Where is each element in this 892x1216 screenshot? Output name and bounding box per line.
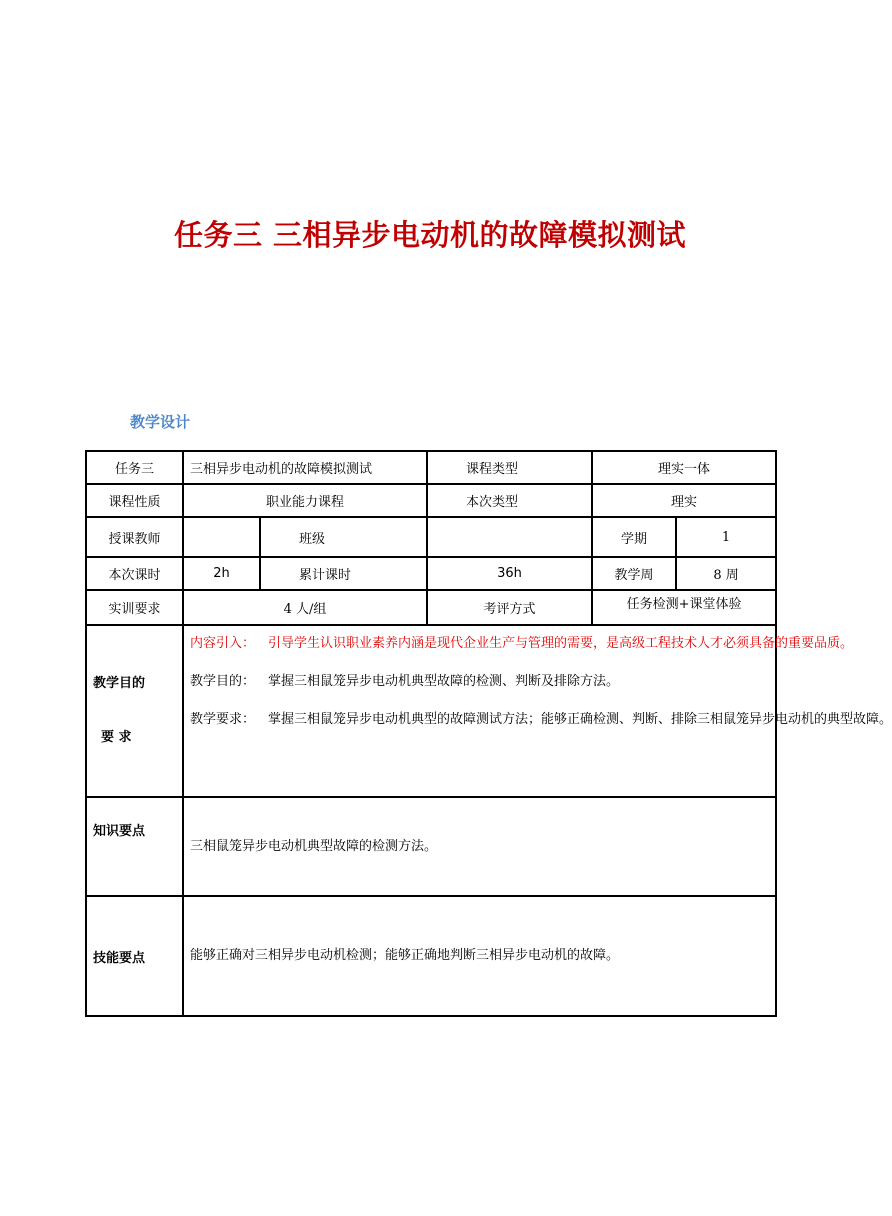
requirement-text: 掌握三相鼠笼异步电动机典型的故障测试方法；能够正确检测、判断、排除三相鼠笼异步电动机的典型故障。 — [268, 712, 892, 727]
hours-value: 2h — [183, 557, 260, 590]
table-row — [86, 797, 776, 896]
goal-text: 掌握三相鼠笼异步电动机典型故障的检测、判断及排除方法。 — [268, 674, 620, 689]
session-type-label: 本次类型 — [427, 484, 592, 517]
teacher-label: 授课教师 — [86, 517, 183, 557]
session-type-value: 理实 — [592, 484, 776, 517]
skills-label: 技能要点 — [86, 896, 183, 1016]
course-type-label: 课程类型 — [427, 451, 592, 484]
class-value — [427, 517, 592, 557]
table-row — [86, 517, 776, 557]
semester-value: 1 — [676, 517, 776, 557]
knowledge-label: 知识要点 — [86, 797, 183, 896]
goal-paragraph — [190, 672, 769, 692]
knowledge-text: 三相鼠笼异步电动机典型故障的检测方法。 — [183, 797, 776, 896]
week-value: 8 周 — [676, 557, 776, 590]
week-label: 教学周 — [592, 557, 676, 590]
section-heading: 教学设计 — [130, 413, 191, 431]
assessment-label: 考评方式 — [427, 590, 592, 625]
training-value: 4 人/组 — [183, 590, 427, 625]
lesson-plan-table — [85, 450, 892, 1017]
intro-text: 引导学生认识职业素养内涵是现代企业生产与管理的需要，是高级工程技术人才必须具备的重要品质。 — [268, 636, 854, 651]
total-hours-value: 36h — [427, 557, 592, 590]
table-row — [86, 590, 776, 625]
table-row — [86, 451, 776, 484]
table-row — [86, 557, 776, 590]
course-type-value: 理实一体 — [592, 451, 776, 484]
training-label: 实训要求 — [86, 590, 183, 625]
requirement-paragraph — [190, 710, 892, 730]
task-name: 三相异步电动机的故障模拟测试 — [183, 451, 427, 484]
objectives-label-line2: 要 求 — [101, 730, 132, 745]
total-hours-label: 累计课时 — [260, 557, 427, 590]
skills-text: 能够正确对三相异步电动机检测；能够正确地判断三相异步电动机的故障。 — [183, 896, 776, 1016]
goal-label: 教学目的： — [190, 674, 256, 689]
objectives-label — [86, 625, 183, 797]
table-row — [86, 896, 776, 1016]
intro-paragraph — [190, 634, 854, 654]
objectives-content — [183, 625, 892, 797]
requirement-label: 教学要求： — [190, 712, 256, 727]
objectives-label-line1: 教学目的 — [93, 676, 146, 691]
document-title: 任务三 三相异步电动机的故障模拟测试 — [173, 218, 687, 252]
intro-label: 内容引入： — [190, 636, 256, 651]
course-nature-label: 课程性质 — [86, 484, 183, 517]
table-row — [86, 625, 776, 797]
course-nature-value: 职业能力课程 — [183, 484, 427, 517]
table-row — [86, 484, 776, 517]
teacher-value — [183, 517, 260, 557]
semester-label: 学期 — [592, 517, 676, 557]
task-label: 任务三 — [86, 451, 183, 484]
assessment-value: 任务检测+课堂体验 — [592, 590, 776, 625]
class-label: 班级 — [260, 517, 427, 557]
hours-label: 本次课时 — [86, 557, 183, 590]
